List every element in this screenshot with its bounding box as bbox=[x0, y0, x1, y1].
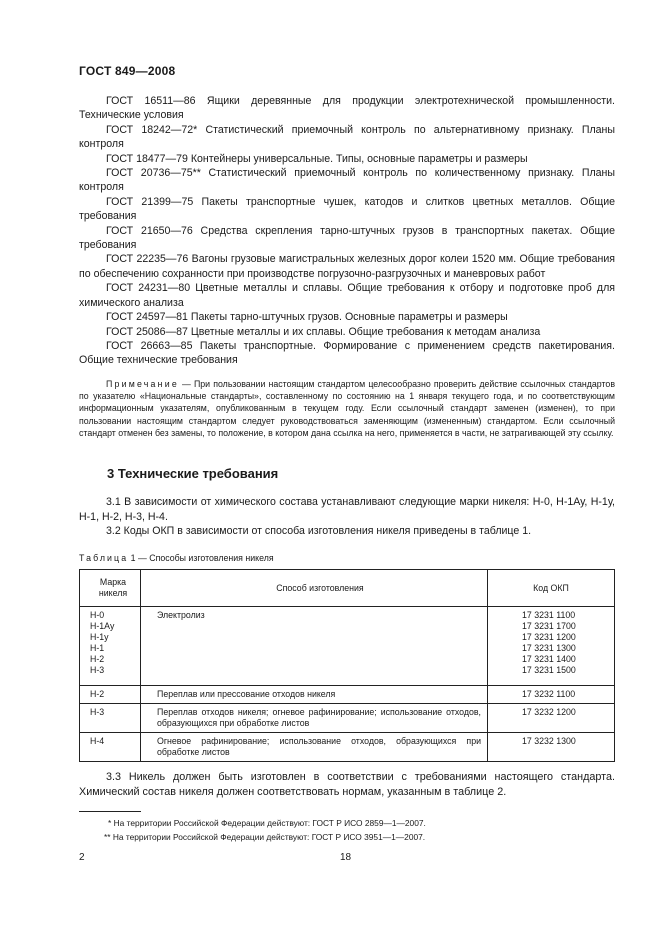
reference-item: ГОСТ 21650—76 Средства скрепления тарно-штучных грузов в транспортных пакетах. Общие требования bbox=[79, 224, 615, 252]
manufacturing-methods-table bbox=[79, 569, 615, 762]
cell-method: Переплав отходов никеля; огневое рафинирование; использование отходов, образующихся при обработке листов bbox=[141, 704, 488, 733]
cell-code: 17 3232 1200 bbox=[488, 704, 615, 733]
note-text: — При пользовании настоящим стандартом целесообразно проверить действие ссылочных стандартов по указателю «Национальные стандарты», составленному по состоянию на 1 января текущего года, и по соответствующим информационным указателям, опубликованным в текущем году. Если ссылочный стандарт заменен (изменен), то при пользовании настоящим стандартом следует руководствоваться заменяющим (измененным) стандартом. Если ссылочный стандарт отменен без замены, то положение, в котором дана ссылка на него, применяется в части, не затрагивающей эту ссылку. bbox=[79, 379, 615, 438]
table-row bbox=[80, 686, 615, 704]
header-grade: Марка никеля bbox=[80, 570, 141, 607]
paragraph-3-3: 3.3 Никель должен быть изготовлен в соответствии с требованиями настоящего стандарта. Химический состав никеля должен соответствовать нормам, указанным в таблице 2. bbox=[79, 771, 615, 798]
references-list bbox=[79, 94, 615, 368]
reference-item: ГОСТ 24231—80 Цветные металлы и сплавы. Общие требования к отбору и подготовке проб для химического анализа bbox=[79, 282, 615, 309]
cell-code: 17 3232 1300 bbox=[488, 733, 615, 762]
cell-method: Переплав или прессование отходов никеля bbox=[141, 686, 488, 704]
table-row bbox=[80, 607, 615, 686]
document-header: ГОСТ 849—2008 bbox=[79, 64, 176, 78]
reference-item: ГОСТ 16511—86 Ящики деревянные для продукции электротехнической промышленности. Технические условия bbox=[79, 95, 615, 122]
table-caption bbox=[79, 553, 274, 563]
footnote-2: ** На территории Российской Федерации действуют: ГОСТ Р ИСО 3951—1—2007. bbox=[104, 832, 426, 842]
table-caption-text: 1 — Способы изготовления никеля bbox=[128, 553, 274, 563]
table-row bbox=[80, 704, 615, 733]
cell-method: Огневое рафинирование; использование отходов, образующихся при обработке листов bbox=[141, 733, 488, 762]
reference-item: ГОСТ 22235—76 Вагоны грузовые магистральных железных дорог колеи 1520 мм. Общие требования по обеспечению сохранности при производстве погрузочно-разгрузочных и маневровых работ bbox=[79, 253, 615, 280]
page-number-left: 2 bbox=[79, 852, 85, 863]
cell-grade: Н-4 bbox=[80, 733, 141, 762]
footnote-divider bbox=[79, 811, 141, 812]
header-code: Код ОКП bbox=[488, 570, 615, 607]
cell-method: Электролиз bbox=[141, 607, 488, 686]
reference-item: ГОСТ 18242—72* Статистический приемочный контроль по альтернативному признаку. Планы контроля bbox=[79, 123, 615, 151]
section-title: 3 Технические требования bbox=[107, 466, 279, 481]
footnote-1: * На территории Российской Федерации действуют: ГОСТ Р ИСО 2859—1—2007. bbox=[108, 818, 426, 828]
paragraph-3-1: 3.1 В зависимости от химического состава устанавливают следующие марки никеля: Н-0, Н-1Ау, Н-1у, Н-1, Н-2, Н-3, Н-4. bbox=[79, 496, 615, 523]
reference-item: ГОСТ 18477—79 Контейнеры универсальные. Типы, основные параметры и размеры bbox=[106, 152, 528, 165]
reference-item: ГОСТ 26663—85 Пакеты транспортные. Формирование с применением средств пакетирования. Общие технические требования bbox=[79, 339, 615, 367]
cell-code: 17 3231 1100 17 3231 1700 17 3231 1200 17 3231 1300 17 3231 1400 17 3231 1500 bbox=[488, 607, 615, 686]
cell-grade: Н-2 bbox=[80, 686, 141, 704]
note-paragraph bbox=[79, 378, 615, 439]
note-label: Примечание bbox=[106, 379, 179, 389]
table-header-row bbox=[80, 570, 615, 607]
paragraph-3-2: 3.2 Коды ОКП в зависимости от способа изготовления никеля приведены в таблице 1. bbox=[106, 525, 532, 537]
table-caption-label: Таблица bbox=[79, 553, 129, 563]
reference-item: ГОСТ 21399—75 Пакеты транспортные чушек, катодов и слитков цветных металлов. Общие требования bbox=[79, 195, 615, 223]
page-number-center: 18 bbox=[340, 852, 352, 863]
cell-code: 17 3232 1100 bbox=[488, 686, 615, 704]
header-method: Способ изготовления bbox=[141, 570, 488, 607]
table-row bbox=[80, 733, 615, 762]
cell-grade: Н-0 Н-1Ау Н-1у Н-1 Н-2 Н-3 bbox=[80, 607, 141, 686]
reference-item: ГОСТ 25086—87 Цветные металлы и их сплавы. Общие требования к методам анализа bbox=[106, 325, 541, 338]
reference-item: ГОСТ 24597—81 Пакеты тарно-штучных грузов. Основные параметры и размеры bbox=[106, 311, 508, 324]
cell-grade: Н-3 bbox=[80, 704, 141, 733]
reference-item: ГОСТ 20736—75** Статистический приемочный контроль по количественному признаку. Планы контроля bbox=[79, 167, 615, 194]
